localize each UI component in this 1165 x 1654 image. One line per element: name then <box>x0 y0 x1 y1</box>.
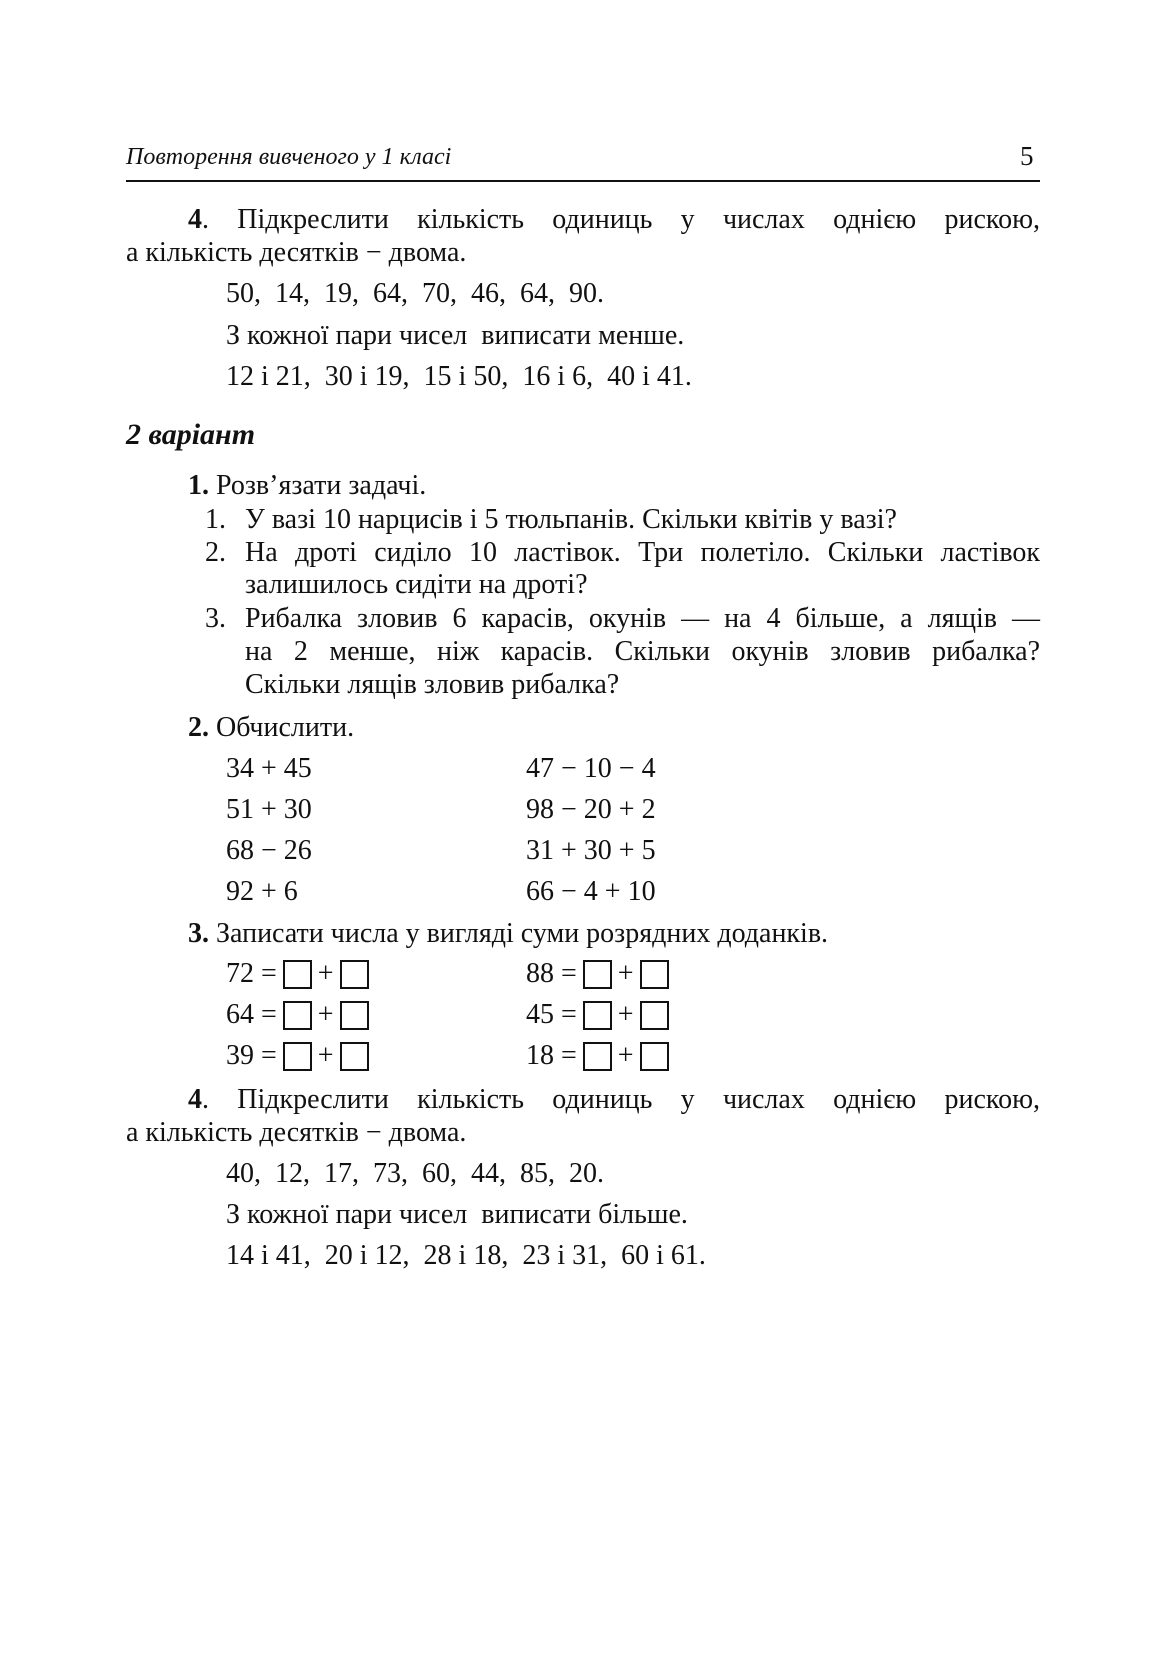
plus-sign: + <box>617 999 634 1030</box>
ones-box[interactable] <box>640 960 669 989</box>
task3-number: 3. <box>188 918 209 949</box>
task1-heading <box>188 470 426 502</box>
top-task4-number: 4 <box>188 204 202 235</box>
ones-box[interactable] <box>640 1042 669 1071</box>
decomp-right-3 <box>526 1040 669 1072</box>
task2-number: 2. <box>188 712 209 743</box>
tens-box[interactable] <box>583 1042 612 1071</box>
plus-sign: + <box>617 958 634 989</box>
calc-right-3: 31 + 30 + 5 <box>526 835 656 866</box>
task4-numbers: 40, 12, 17, 73, 60, 44, 85, 20. <box>226 1158 604 1189</box>
task3-heading <box>188 918 828 950</box>
ones-box[interactable] <box>640 1001 669 1030</box>
header-rule <box>126 180 1040 182</box>
calc-left-1: 34 + 45 <box>226 753 312 784</box>
top-task4-numbers: 50, 14, 19, 64, 70, 46, 64, 90. <box>226 278 604 309</box>
task2-text: Обчислити. <box>209 712 355 743</box>
problem-1-line-1: У вазі 10 нарцисів і 5 тюльпанів. Скільки квітів у вазі? <box>245 504 897 535</box>
problem-3-line-2: на 2 менше, ніж карасів. Скільки окунів зловив рибалка? <box>245 636 1040 667</box>
decomp-left-1 <box>226 958 369 990</box>
calc-right-4: 66 − 4 + 10 <box>526 876 656 907</box>
running-header-title: Повторення вивченого у 1 класі <box>126 144 452 170</box>
problem-2-line-1: На дроті сиділо 10 ластівок. Три полетіло. Скільки ластівок <box>245 537 1040 568</box>
tens-box[interactable] <box>583 960 612 989</box>
decomp-left-2-number: 64 = <box>226 999 277 1030</box>
ones-box[interactable] <box>340 1001 369 1030</box>
problem-2-line-2: залишилось сидіти на дроті? <box>245 569 588 600</box>
decomp-left-3 <box>226 1040 369 1072</box>
task4-line2: а кількість десятків − двома. <box>126 1117 467 1148</box>
tens-box[interactable] <box>283 1042 312 1071</box>
tens-box[interactable] <box>283 1001 312 1030</box>
top-task4-pairs-instruction: З кожної пари чисел виписати менше. <box>226 320 685 351</box>
top-task4-pairs: 12 і 21, 30 і 19, 15 і 50, 16 і 6, 40 і 41. <box>226 361 692 392</box>
task4-number: 4 <box>188 1084 202 1115</box>
tens-box[interactable] <box>583 1001 612 1030</box>
task1-text: Розв’язати задачі. <box>209 470 427 501</box>
decomp-left-3-number: 39 = <box>226 1040 277 1071</box>
decomp-right-3-number: 18 = <box>526 1040 577 1071</box>
task3-text: Записати числа у вигляді суми розрядних доданків. <box>209 918 829 949</box>
plus-sign: + <box>317 958 334 989</box>
decomp-right-1-number: 88 = <box>526 958 577 989</box>
page-number: 5 <box>1020 141 1034 171</box>
problem-1-num: 1. <box>205 504 226 535</box>
plus-sign: + <box>317 999 334 1030</box>
top-task4-text: . Підкреслити кількість одиниць у числах однією рискою, <box>202 204 1040 235</box>
plus-sign: + <box>317 1040 334 1071</box>
decomp-right-2-number: 45 = <box>526 999 577 1030</box>
calc-left-2: 51 + 30 <box>226 794 312 825</box>
tens-box[interactable] <box>283 960 312 989</box>
problem-3-line-3: Скільки лящів зловив рибалка? <box>245 669 620 700</box>
problem-2-num: 2. <box>205 537 226 568</box>
calc-left-4: 92 + 6 <box>226 876 298 907</box>
calc-left-3: 68 − 26 <box>226 835 312 866</box>
task1-number: 1. <box>188 470 209 501</box>
plus-sign: + <box>617 1040 634 1071</box>
decomp-right-2 <box>526 999 669 1031</box>
calc-right-2: 98 − 20 + 2 <box>526 794 656 825</box>
problem-3-num: 3. <box>205 603 226 634</box>
calc-right-1: 47 − 10 − 4 <box>526 753 656 784</box>
decomp-left-1-number: 72 = <box>226 958 277 989</box>
decomp-left-2 <box>226 999 369 1031</box>
task4-pairs-instruction: З кожної пари чисел виписати більше. <box>226 1199 688 1230</box>
variant-heading: 2 варіант <box>126 418 256 451</box>
problem-3-line-1: Рибалка зловив 6 карасів, окунів — на 4 більше, а лящів — <box>245 603 1040 634</box>
top-task4-line2: а кількість десятків − двома. <box>126 237 467 268</box>
task4-text: . Підкреслити кількість одиниць у числах однією рискою, <box>202 1084 1040 1115</box>
task4-line1 <box>188 1084 1040 1116</box>
task2-heading <box>188 712 354 744</box>
task4-pairs: 14 і 41, 20 і 12, 28 і 18, 23 і 31, 60 і 61. <box>226 1240 706 1271</box>
decomp-right-1 <box>526 958 669 990</box>
ones-box[interactable] <box>340 1042 369 1071</box>
top-task4-line1 <box>188 204 1040 236</box>
ones-box[interactable] <box>340 960 369 989</box>
